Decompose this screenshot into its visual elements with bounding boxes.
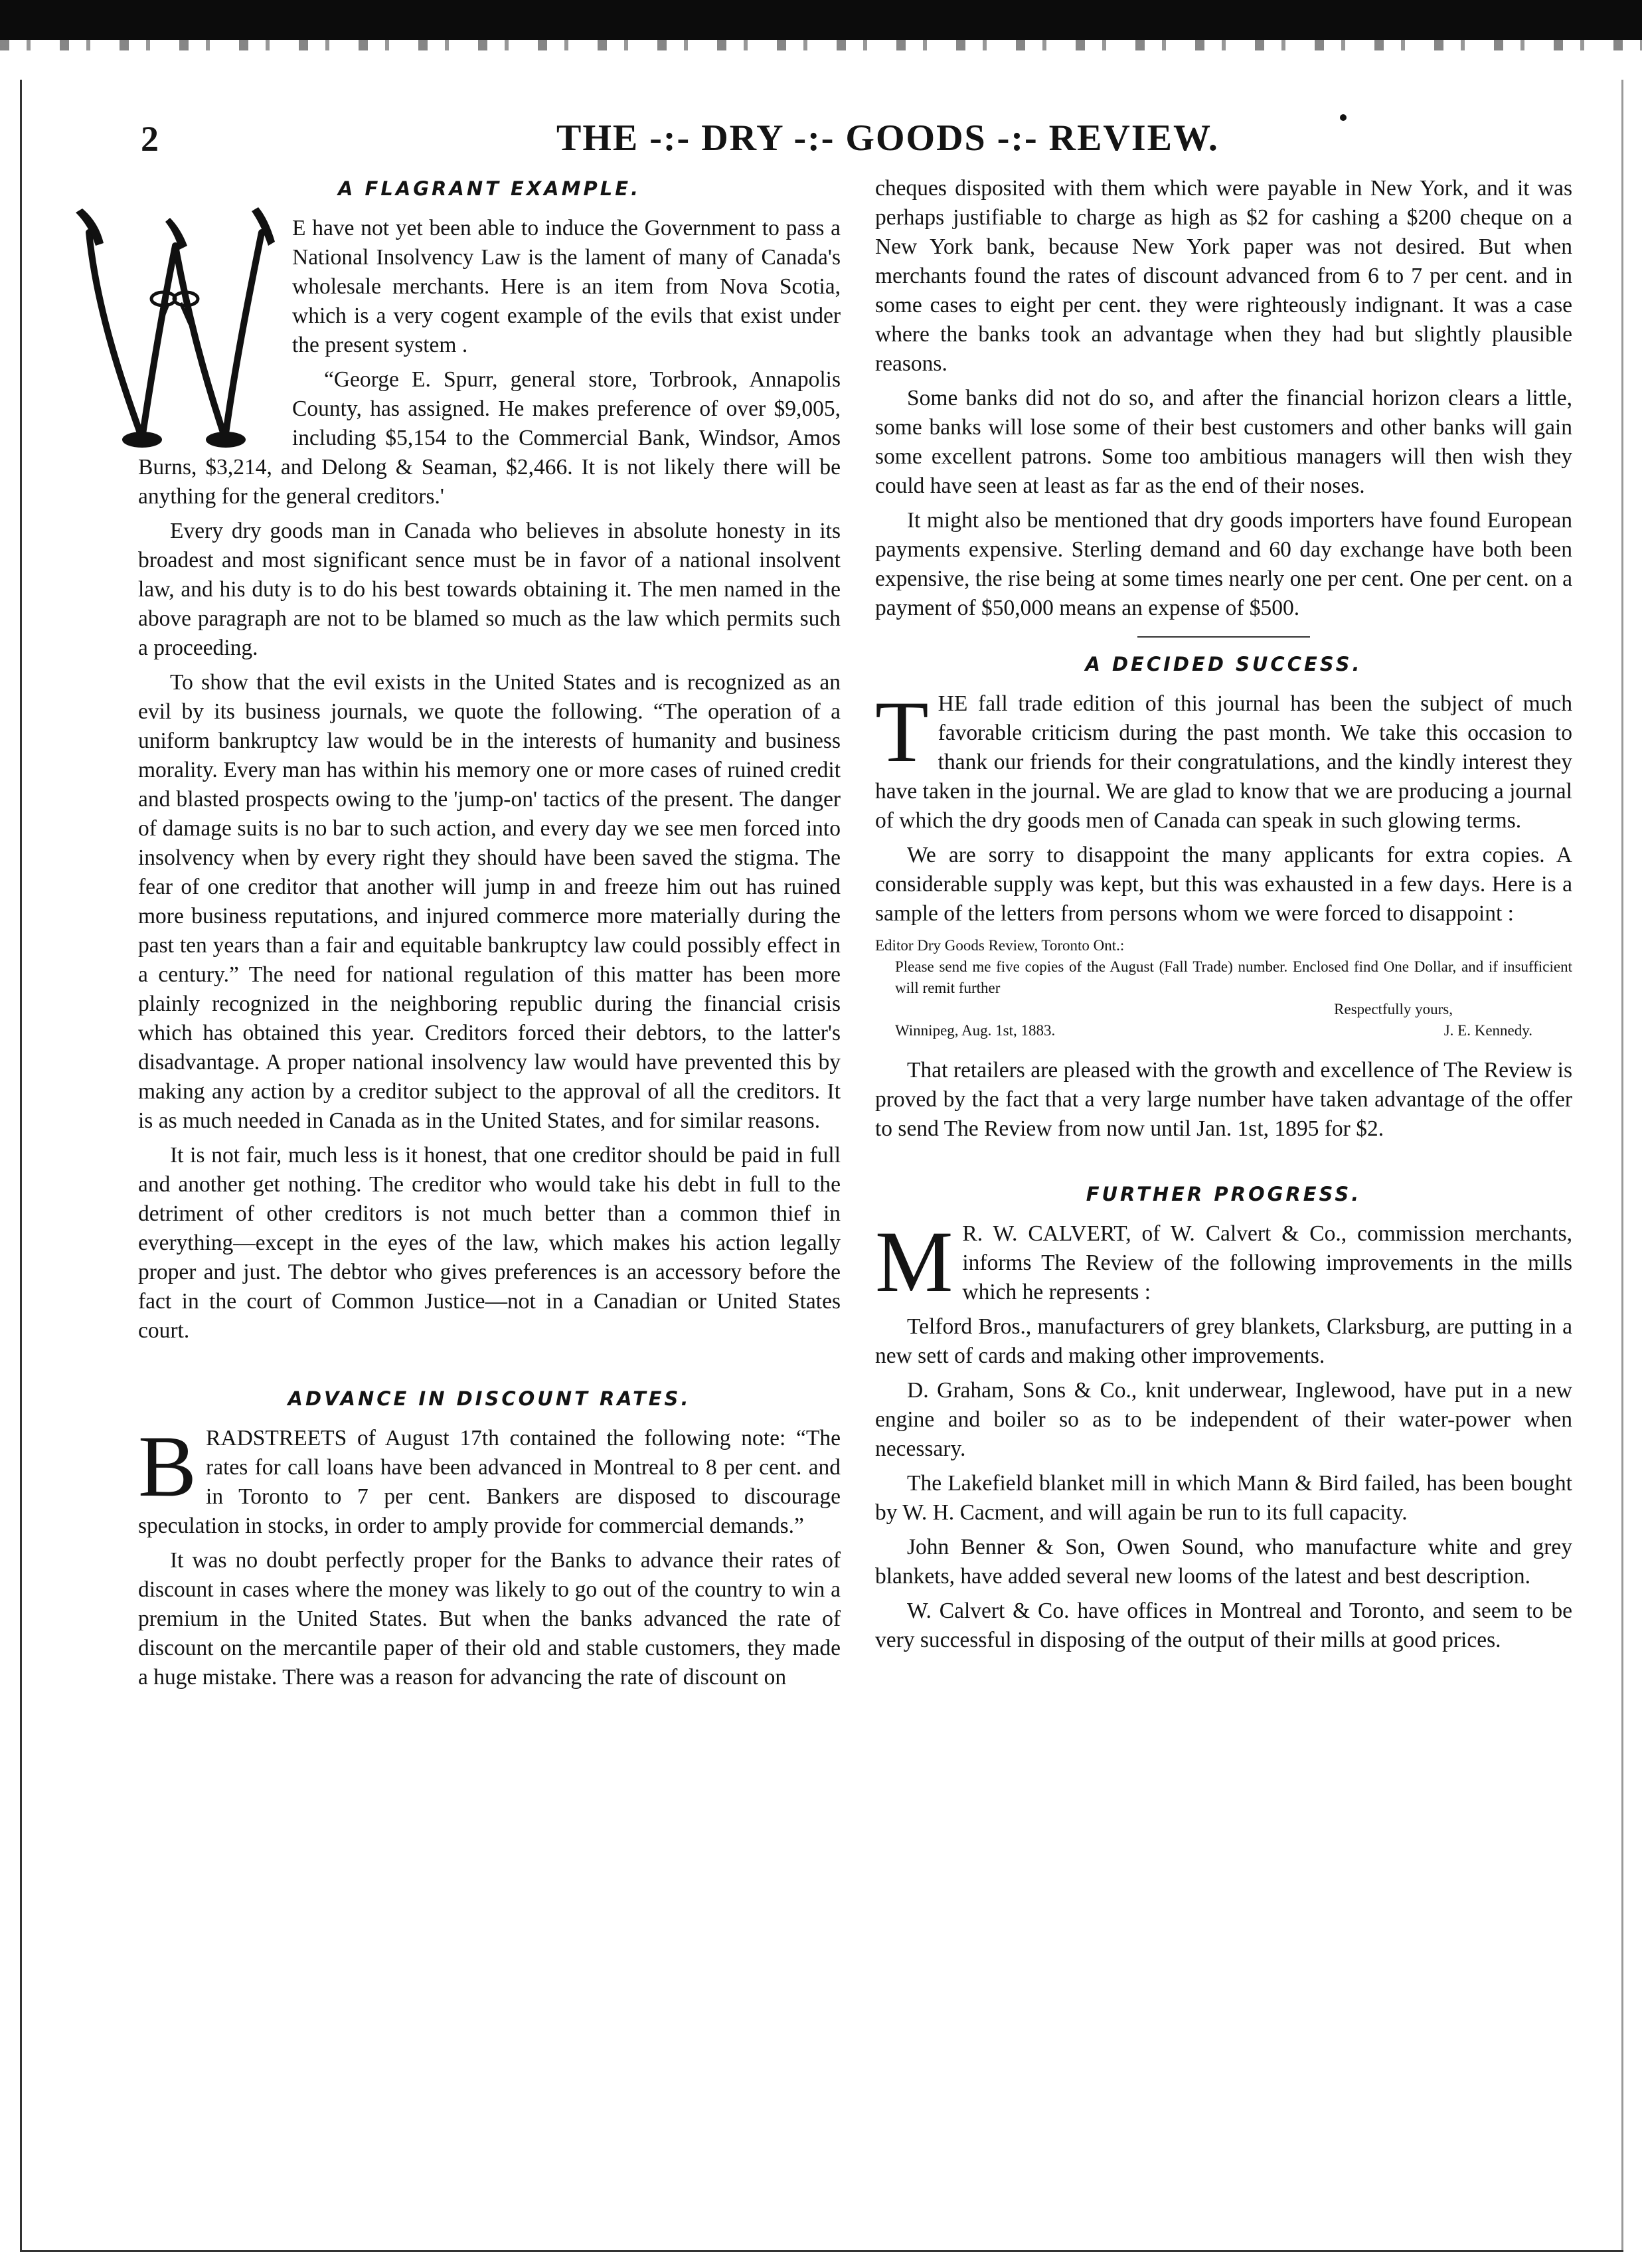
paragraph: The Lakefield blanket mill in which Mann & Bird failed, has been bought by W. H. Cacment, and will again be run to its full capacity. xyxy=(875,1471,1572,1525)
article-decided-success xyxy=(875,650,1572,1144)
paragraph: John Benner & Son, Owen Sound, who manufacture white and grey blankets, have added several new looms of the latest and best description. xyxy=(875,1535,1572,1589)
letter-closing: Respectfully yours, xyxy=(1334,1001,1453,1017)
drop-cap: M xyxy=(875,1213,953,1310)
paragraph-lead: R. W. CALVERT, of W. Calvert & Co., commission merchants, informs The Review of the following improvements in the mills which he represents : xyxy=(962,1221,1572,1304)
paragraph: E have not yet been able to induce the Government to pass a National Insolvency Law is the lament of many of Canada's wholesale merchants. Here is an item from Nova Scotia, which is a very cogent example of the evils that exist under the present system . xyxy=(292,216,841,357)
drop-cap: T xyxy=(875,683,929,780)
ink-speck xyxy=(1340,114,1347,121)
scan-top-band xyxy=(0,0,1642,40)
drop-cap: B xyxy=(138,1417,197,1515)
letter-body: Please send me five copies of the August (Fall Trade) number. Enclosed find One Dollar, and if insufficient will remit further xyxy=(895,958,1572,996)
section-heading: FURTHER PROGRESS. xyxy=(1086,1183,1362,1205)
article-further-progress xyxy=(875,1179,1572,1655)
section-divider xyxy=(1137,636,1310,638)
ornamental-w-initial-icon xyxy=(69,206,280,452)
paragraph-lead: RADSTREETS of August 17th contained the following note: “The rates for call loans have been advanced in Montreal to 8 per cent. and in Toronto to 7 per cent. Bankers are disposed to discourage speculation in stocks, in order to amply provide for commercial demands.” xyxy=(138,1426,841,1538)
paragraph: D. Graham, Sons & Co., knit underwear, Inglewood, have put in a new engine and boiler so as to be independent of their water-power when necessary. xyxy=(875,1378,1572,1461)
paragraph: Every dry goods man in Canada who believes in absolute honesty in its broadest and most significant sence must be in favor of a national insolvent law, and his duty is to do his best towards obtaining it. The men named in the above paragraph are not to be blamed so much as the law which permits such a proceeding. xyxy=(138,519,841,660)
paragraph: It is not fair, much less is it honest, that one creditor should be paid in full and another get nothing. The creditor who would take his debt in full to the detriment of other creditors is not much better than a common thief in everything—except in the eyes of the law, which makes his action legally proper and just. The debtor who gives preferences is an accessory before the fact in the court of Common Justice—not in a Canadian or United States court. xyxy=(138,1143,841,1343)
left-column xyxy=(138,174,841,1698)
paragraph: We are sorry to disappoint the many applicants for extra copies. A considerable supply was kept, but this was exhausted in a few days. Here is a sample of the letters from persons whom we were forced to disappoint : xyxy=(875,843,1572,926)
paragraph xyxy=(875,683,1572,835)
letter-salutation: Editor Dry Goods Review, Toronto Ont.: xyxy=(875,937,1125,954)
masthead-title: THE -:- DRY -:- GOODS -:- REVIEW. xyxy=(556,118,1219,159)
article-discount-rates xyxy=(138,1384,841,1692)
page-border-right xyxy=(1621,80,1623,2251)
letter-signature-row xyxy=(875,1020,1572,1041)
section-heading: A FLAGRANT EXAMPLE. xyxy=(337,177,641,200)
page-border-left xyxy=(20,80,22,2251)
scan-top-edge xyxy=(0,40,1642,50)
letter-signature: J. E. Kennedy. xyxy=(1443,1022,1532,1039)
section-heading: A DECIDED SUCCESS. xyxy=(1085,653,1362,675)
letter-place-date: Winnipeg, Aug. 1st, 1883. xyxy=(895,1022,1056,1039)
page-border-bottom xyxy=(20,2250,1623,2252)
section-heading: ADVANCE IN DISCOUNT RATES. xyxy=(287,1387,691,1410)
paragraph: To show that the evil exists in the United States and is recognized as an evil by its business journals, we quote the following. “The operation of a uniform bankruptcy law would be in the interests of humanity and business morality. Every man has within his memory one or more cases of ruined credit and blasted prospects owing to the 'jump-on' tactics of the present. The danger of damage suits is no bar to such action, and every day we see men forced into insolvency when by every right they should have been saved the stigma. The fear of one creditor that another will jump in and freeze him out has ruined more business reputations, and injured commerce more materially during the past ten years than a fair and equitable bankruptcy law could possibly effect in a century.” The need for national regulation of this matter has been more plainly recognized in the neighboring republic during the financial crisis which has obtained this year. Creditors forced their debtors, to the latter's disadvantage. A proper national insolvency law would have prevented this by making any action by a creditor subject to the approval of all the creditors. It is as much needed in Canada as in the United States, and for similar reasons. xyxy=(138,670,841,1133)
paragraph: It might also be mentioned that dry goods importers have found European payments expensive. Sterling demand and 60 day exchange have both been expensive, the rise being at some times nearly one per cent. One per cent. on a payment of $50,000 means an expense of $500. xyxy=(875,508,1572,620)
paragraph: That retailers are pleased with the growth and excellence of The Review is proved by the fact that a very large number have taken advantage of the offer to send The Review from now until Jan. 1st, 1895 for $2. xyxy=(875,1058,1572,1141)
paragraph-lead: HE fall trade edition of this journal has been the subject of much favorable criticism during the past month. We take this occasion to thank our friends for their congratulations, and the kindly interest they have taken in the journal. We are glad to know that we are producing a journal of which the dry goods men of Canada can speak in such glowing terms. xyxy=(875,691,1572,833)
article-flagrant-example xyxy=(138,174,841,1346)
right-column xyxy=(875,174,1572,1660)
paragraph: It was no doubt perfectly proper for the Banks to advance their rates of discount in cases where the money was likely to go out of the country to win a premium in the United States. But when the banks advanced the rate of discount on the mercantile paper of their old and stable customers, they made a huge mistake. There was a reason for advancing the rate of discount on xyxy=(138,1548,841,1690)
paragraph xyxy=(138,1417,841,1541)
page-number: 2 xyxy=(141,119,159,159)
paragraph: Telford Bros., manufacturers of grey blankets, Clarksburg, are putting in a new sett of cards and making other improvements. xyxy=(875,1314,1572,1368)
paragraph: W. Calvert & Co. have offices in Montreal and Toronto, and seem to be very successful in disposing of the output of their mills at good prices. xyxy=(875,1599,1572,1652)
paragraph: Some banks did not do so, and after the financial horizon clears a little, some banks will lose some of their best customers and other banks will gain some excellent patrons. Some too ambitious managers will then wish they could have seen at least as far as the end of their noses. xyxy=(875,386,1572,498)
paragraph xyxy=(875,1213,1572,1310)
paragraph: “George E. Spurr, general store, Torbrook, Annapolis County, has assigned. He makes preference of over $9,005, including $5,154 to the Commercial Bank, Windsor, Amos Burns, $3,214, and Delong & Seaman, $2,466. It is not likely there will be anything for the general creditors.' xyxy=(138,367,841,509)
reader-letter xyxy=(875,935,1572,1041)
paragraph: cheques disposited with them which were payable in New York, and it was perhaps justifiable to charge as high as $2 for cashing a $200 cheque on a New York bank, because New York paper was not desired. But when merchants found the rates of discount advanced from 6 to 7 per cent. and in some cases to eight per cent. they were righteously indignant. It was a case where the banks took an advantage when they had but slightly plausible reasons. xyxy=(875,176,1572,376)
